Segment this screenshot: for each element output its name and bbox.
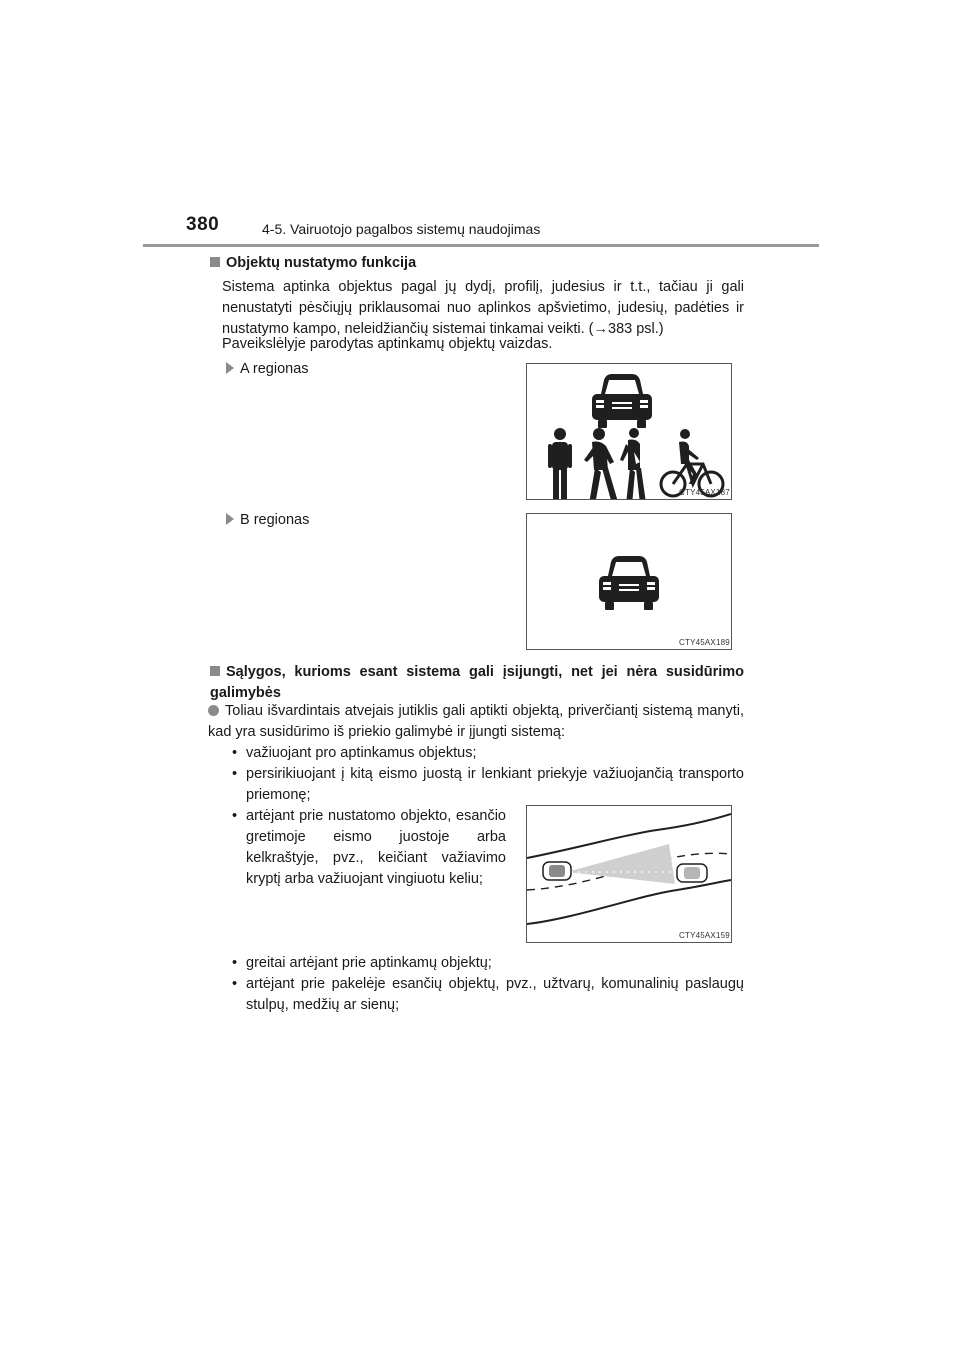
car-front-icon [599, 556, 659, 610]
figure-c-code: CTY45AX159 [679, 931, 730, 940]
section-2-intro [208, 701, 744, 743]
figure-region-a [526, 363, 732, 500]
curved-road-icon [527, 806, 731, 942]
section-1-body: Sistema aptinka objektus pagal jų dydį, profilį, judesius ir t.t., tačiau ji gali nenustatyti pėsčiųjų priklausomai nuo aplinkos apšvietimo, judesių, padėties ir nustatymo kampo, neleidžiančių sistemai tinkamai veikti. (→383 psl.) [222, 279, 744, 337]
list-item: • artėjant prie nustatomo objekto, esančio gretimoje eismo juostoje arba kelkraštyje, pvz., keičiant važiavimo kryptį arba važiuojant vingiuotu keliu; [232, 808, 506, 887]
figure-a-code: CTY45AX187 [679, 488, 730, 497]
chapter-title: 4-5. Vairuotojo pagalbos sistemų naudojimas [262, 221, 541, 237]
section-1-title: Objektų nustatymo funkcija [226, 255, 417, 271]
page-number: 380 [186, 214, 220, 235]
figure-caption: Paveikslėlyje parodytas aptinkamų objektų vaizdas. [222, 336, 553, 352]
car-front-icon [592, 374, 652, 428]
car-top-icon [677, 864, 707, 882]
section-2-heading [210, 662, 744, 704]
header-divider [143, 244, 819, 247]
cyclist-icon [661, 429, 723, 496]
figure-region-b [526, 513, 732, 650]
list-item: • artėjant prie pakelėje esančių objektų, pvz., užtvarų, komunalinių paslaugų stulpų, medžių ar sienų; [232, 976, 744, 1013]
pedestrian-icon [584, 428, 618, 499]
triangle-bullet-icon [226, 513, 234, 525]
section-1-heading [210, 253, 416, 274]
region-a-illustration [527, 364, 731, 499]
pedestrian-icon [548, 428, 572, 499]
region-a-label [226, 359, 309, 380]
square-bullet-icon [210, 666, 220, 676]
list-item: • persirikiuojant į kitą eismo juostą ir lenkiant priekyje važiuojančią transporto priemonę; [232, 766, 744, 803]
region-a-text: A regionas [240, 361, 309, 377]
square-bullet-icon [210, 257, 220, 267]
figure-b-code: CTY45AX189 [679, 638, 730, 647]
region-b-illustration [527, 514, 731, 649]
region-b-text: B regionas [240, 512, 310, 528]
section-2-intro-text: Toliau išvardintais atvejais jutiklis gali aptikti objektą, priverčiantį sistemą manyti, kad yra susidūrimo iš priekio galimybė ir įjungti sistemą: [208, 703, 744, 740]
triangle-bullet-icon [226, 362, 234, 374]
section-2-title: Sąlygos, kurioms esant sistema gali įsijungti, net jei nėra susidūrimo galimybės [210, 664, 744, 701]
circle-bullet-icon [208, 705, 219, 716]
car-top-icon [543, 862, 571, 880]
region-b-label [226, 510, 309, 531]
figure-curved-road [526, 805, 732, 943]
list-item: • greitai artėjant prie aptinkamų objektų; [232, 955, 492, 971]
pedestrian-icon [620, 428, 646, 499]
list-item: • važiuojant pro aptinkamus objektus; [232, 745, 477, 761]
